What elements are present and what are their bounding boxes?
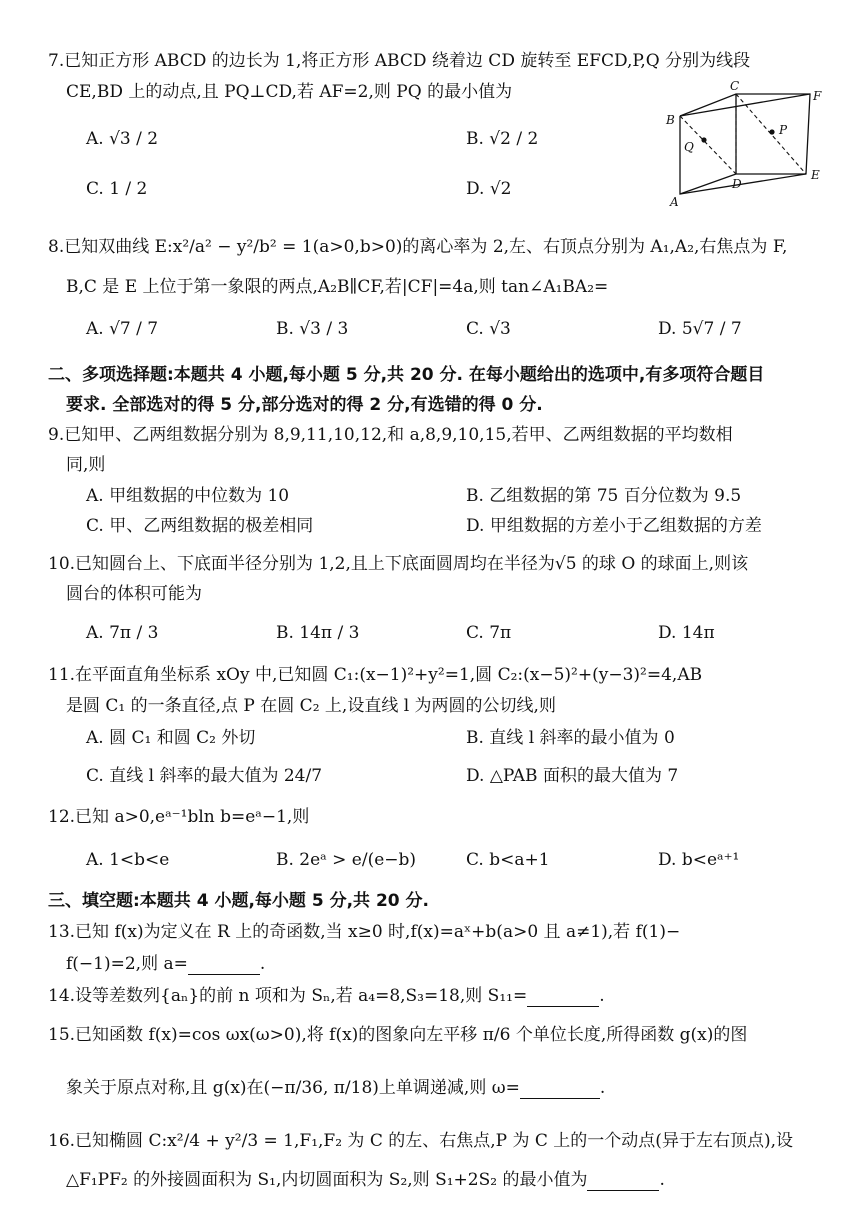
q15-line2 xyxy=(66,1077,605,1099)
q9-line2: 同,则 xyxy=(66,455,106,475)
q7-option-c: C. 1 / 2 xyxy=(86,179,148,199)
q9-option-c: C. 甲、乙两组数据的极差相同 xyxy=(86,516,314,536)
q12-option-c: C. b<a+1 xyxy=(466,850,550,870)
q13-answer-blank[interactable] xyxy=(188,956,260,975)
fig-label-d: D xyxy=(732,177,742,191)
fig-label-c: C xyxy=(730,79,740,93)
fig-label-e: E xyxy=(811,168,820,182)
fig-label-b: B xyxy=(666,113,675,127)
section2-heading-line1: 二、多项选择题:本题共 4 小题,每小题 5 分,共 20 分. 在每小题给出的选项中,有多项符合题目 xyxy=(48,365,765,385)
q8-option-d: D. 5√7 / 7 xyxy=(658,319,742,339)
q12-option-b: B. 2eᵃ > e/(e−b) xyxy=(276,850,417,870)
q8-line2: B,C 是 E 上位于第一象限的两点,A₂B∥CF,若|CF|=4a,则 tan∠A₁BA₂= xyxy=(66,277,609,297)
q10-option-c: C. 7π xyxy=(466,623,512,643)
fig-label-q: Q xyxy=(684,140,694,154)
q15-line1: 15.已知函数 f(x)=cos ωx(ω>0),将 f(x)的图象向左平移 π/6 个单位长度,所得函数 g(x)的图 xyxy=(48,1025,748,1045)
q12-line1: 12.已知 a>0,eᵃ⁻¹bln b=eᵃ−1,则 xyxy=(48,807,310,827)
q8-option-c: C. √3 xyxy=(466,319,511,339)
q11-option-a: A. 圆 C₁ 和圆 C₂ 外切 xyxy=(86,728,256,748)
q15-answer-blank[interactable] xyxy=(520,1080,600,1099)
q9-line1: 9.已知甲、乙两组数据分别为 8,9,11,10,12,和 a,8,9,10,15,若甲、乙两组数据的平均数相 xyxy=(48,425,733,445)
q16-answer-blank[interactable] xyxy=(587,1172,659,1191)
q8-line1: 8.已知双曲线 E:x²/a² − y²/b² = 1(a>0,b>0)的离心率为 2,左、右顶点分别为 A₁,A₂,右焦点为 F, xyxy=(48,237,788,257)
q13-line2 xyxy=(66,953,265,975)
q10-option-b: B. 14π / 3 xyxy=(276,623,360,643)
q16-line1: 16.已知椭圆 C:x²/4 + y²/3 = 1,F₁,F₂ 为 C 的左、右焦点,P 为 C 上的一个动点(异于左右顶点),设 xyxy=(48,1131,793,1151)
prism-figure xyxy=(660,78,830,210)
q7-line1: 7.已知正方形 ABCD 的边长为 1,将正方形 ABCD 绕着边 CD 旋转至 EFCD,P,Q 分别为线段 xyxy=(48,51,751,71)
q14-text: 14.设等差数列{aₙ}的前 n 项和为 Sₙ,若 a₄=8,S₃=18,则 S₁₁= xyxy=(48,986,528,1006)
q11-option-b: B. 直线 l 斜率的最小值为 0 xyxy=(466,728,675,748)
q12-option-a: A. 1<b<e xyxy=(86,850,170,870)
q7-option-b: B. √2 / 2 xyxy=(466,129,539,149)
q10-line2: 圆台的体积可能为 xyxy=(66,584,202,604)
q16-line2 xyxy=(66,1169,665,1191)
q13-line2-text: f(−1)=2,则 a= xyxy=(66,954,188,974)
q14-line1 xyxy=(48,985,605,1007)
fig-label-a: A xyxy=(670,195,679,209)
q8-option-a: A. √7 / 7 xyxy=(86,319,159,339)
q14-end: . xyxy=(599,986,605,1006)
q16-line2-text: △F₁PF₂ 的外接圆面积为 S₁,内切圆面积为 S₂,则 S₁+2S₂ 的最小值为 xyxy=(66,1170,588,1190)
q13-line2-end: . xyxy=(259,954,266,974)
section3-heading: 三、填空题:本题共 4 小题,每小题 5 分,共 20 分. xyxy=(48,891,429,911)
q8-option-b: B. √3 / 3 xyxy=(276,319,349,339)
q12-option-d: D. b<eᵃ⁺¹ xyxy=(658,850,740,870)
q7-option-a: A. √3 / 2 xyxy=(86,129,159,149)
q14-answer-blank[interactable] xyxy=(527,988,599,1007)
q15-line2-text: 象关于原点对称,且 g(x)在(−π/36, π/18)上单调递减,则 ω= xyxy=(66,1078,520,1098)
q7-line2: CE,BD 上的动点,且 PQ⊥CD,若 AF=2,则 PQ 的最小值为 xyxy=(66,82,513,102)
q9-option-a: A. 甲组数据的中位数为 10 xyxy=(86,486,290,506)
q10-option-d: D. 14π xyxy=(658,623,715,643)
q9-option-d: D. 甲组数据的方差小于乙组数据的方差 xyxy=(466,516,762,536)
q9-option-b: B. 乙组数据的第 75 百分位数为 9.5 xyxy=(466,486,742,506)
q11-line2: 是圆 C₁ 的一条直径,点 P 在圆 C₂ 上,设直线 l 为两圆的公切线,则 xyxy=(66,696,556,716)
q11-option-c: C. 直线 l 斜率的最大值为 24/7 xyxy=(86,766,323,786)
fig-label-p: P xyxy=(779,123,788,137)
q10-option-a: A. 7π / 3 xyxy=(86,623,159,643)
q11-option-d: D. △PAB 面积的最大值为 7 xyxy=(466,766,679,786)
q13-line1: 13.已知 f(x)为定义在 R 上的奇函数,当 x≥0 时,f(x)=aˣ+b(a>0 且 a≠1),若 f(1)− xyxy=(48,922,681,942)
q7-option-d: D. √2 xyxy=(466,179,512,199)
q10-line1: 10.已知圆台上、下底面半径分别为 1,2,且上下底面圆周均在半径为√5 的球 O 的球面上,则该 xyxy=(48,554,749,574)
q11-line1: 11.在平面直角坐标系 xOy 中,已知圆 C₁:(x−1)²+y²=1,圆 C₂:(x−5)²+(y−3)²=4,AB xyxy=(48,665,703,685)
section2-heading-line2: 要求. 全部选对的得 5 分,部分选对的得 2 分,有选错的得 0 分. xyxy=(66,395,543,415)
fig-label-f: F xyxy=(813,89,822,103)
q16-line2-end: . xyxy=(659,1170,665,1190)
q15-line2-end: . xyxy=(599,1078,606,1098)
